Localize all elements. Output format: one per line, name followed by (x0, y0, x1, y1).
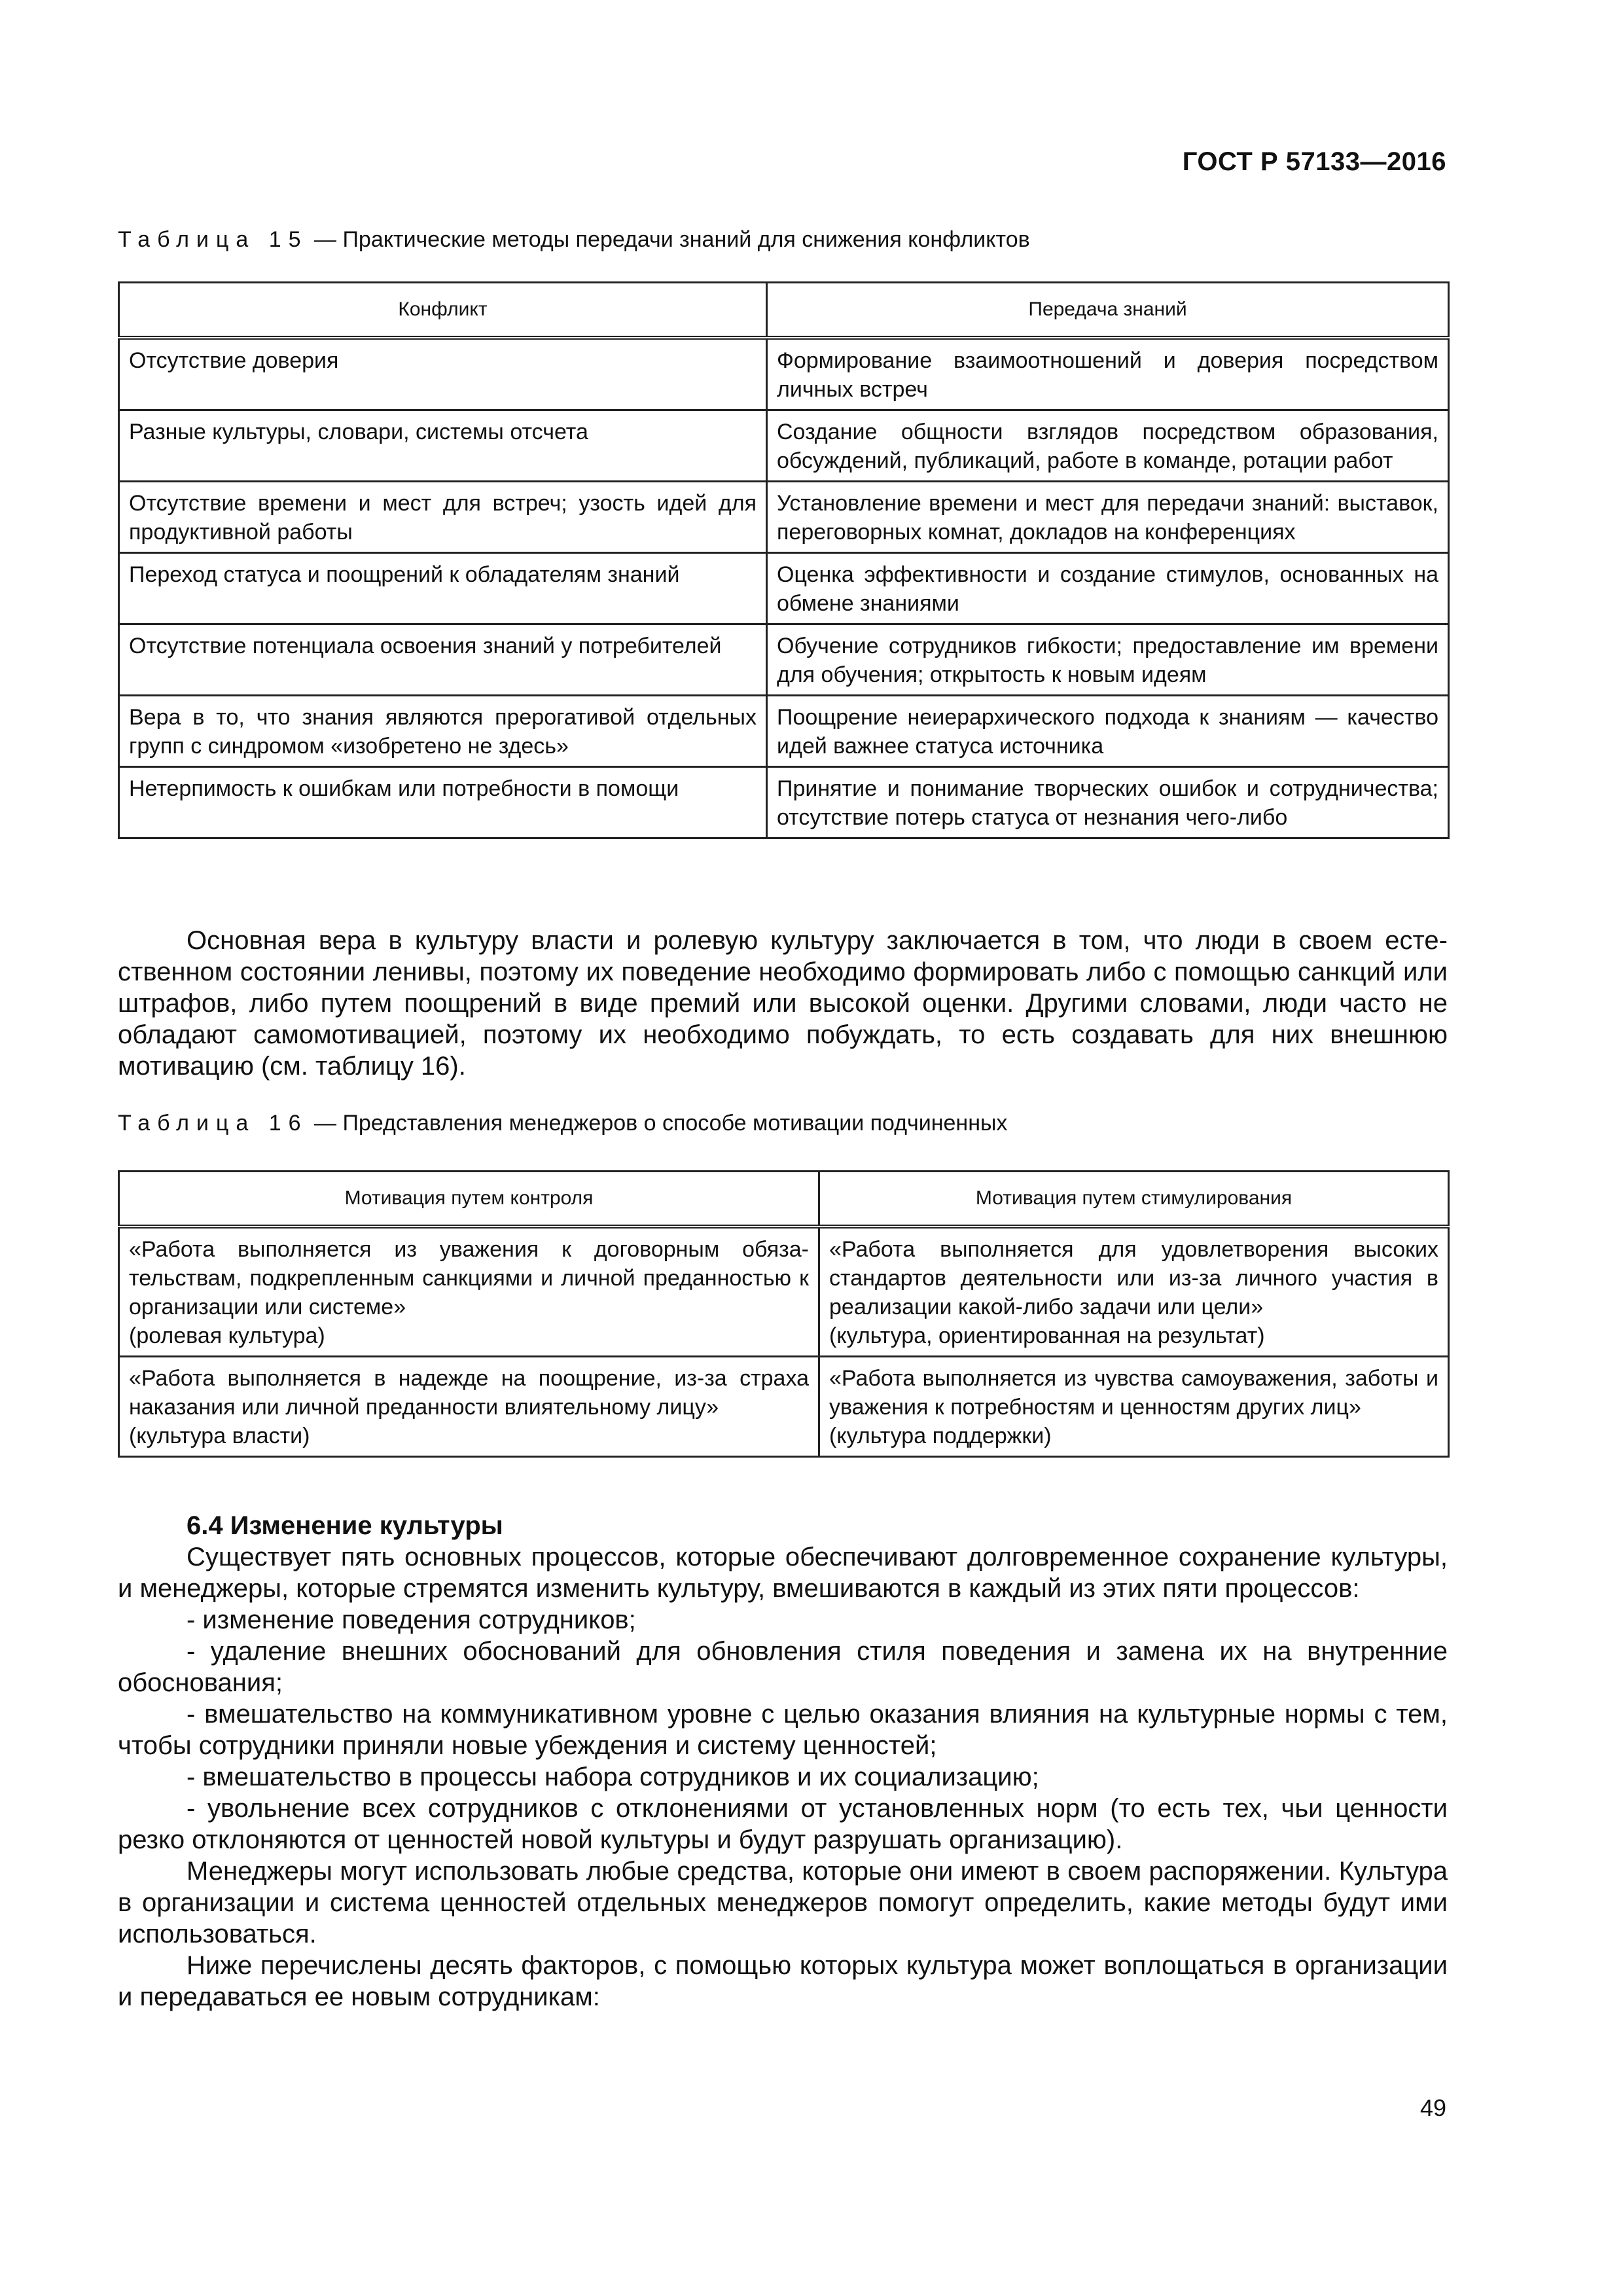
culture-type: (культура, ориентированная на результат) (829, 1323, 1265, 1348)
table-row (119, 553, 1449, 624)
motivation-quote: «Работа выполняется из чувства самоуважения, заботы и уважения к потребностям и ценностям других лиц» (829, 1366, 1438, 1420)
table-15-caption (118, 226, 1030, 253)
table-row (119, 482, 1449, 553)
conflict-cell: Отсутствие времени и мест для встреч; узость идей для продуктивной работы (119, 482, 767, 553)
section-6-4 (118, 1510, 1448, 2013)
transfer-cell: Поощрение неиерархического подхода к знаниям — качество идей важнее статуса источника (767, 696, 1449, 767)
paragraph-power-culture: Основная вера в культуру власти и ролевую культуру заключается в том, что люди в своем естественном состоянии ленивы, поэтому их поведение необходимо формировать либо с помощью санкций или штрафов, либо путем поощрений в виде премий или высокой оценки. Другими словами, люди часто не обладают самомотивацией, поэтому их необходимо побуждать, то есть создавать для них внешнюю мотивацию (см. таблицу 16). (118, 926, 1448, 1081)
motivation-quote: «Работа выполняется из уважения к договорным обязательствам, подкрепленным санкциями и личной преданностью к организации или системе» (129, 1237, 809, 1319)
table-16-label: Таблица 16 (118, 1111, 308, 1136)
transfer-cell: Оценка эффективности и создание стимулов, основанных на обмене знаниями (767, 553, 1449, 624)
table-16 (118, 1170, 1450, 1458)
table-row (119, 696, 1449, 767)
culture-type: (культура власти) (129, 1424, 310, 1448)
table-16-title: — Представления менеджеров о способе мотивации подчиненных (314, 1111, 1008, 1136)
conflict-cell: Разные культуры, словари, системы отсчета (119, 410, 767, 482)
transfer-cell: Принятие и понимание творческих ошибок и сотрудничества; отсутствие потерь статуса от незнания чего-либо (767, 767, 1449, 838)
table-16-header-stimulation: Мотивация путем стимулирования (819, 1172, 1449, 1227)
document-code: ГОСТ Р 57133—2016 (1182, 147, 1446, 176)
table-15-header-conflict: Конфликт (119, 283, 767, 338)
conflict-cell: Переход статуса и поощрений к обладателям знаний (119, 553, 767, 624)
list-item: - изменение поведения сотрудников; (187, 1605, 636, 1634)
control-motivation-cell (119, 1227, 819, 1357)
table-16-header-control: Мотивация путем контроля (119, 1172, 819, 1227)
table-15 (118, 281, 1450, 839)
transfer-cell: Обучение сотрудников гибкости; предоставление им времени для обучения; открытость к новым идеям (767, 624, 1449, 696)
table-row (119, 410, 1449, 482)
transfer-cell: Создание общности взглядов посредством образования, обсуждений, публикаций, работе в команде, ротации работ (767, 410, 1449, 482)
conflict-cell: Отсутствие доверия (119, 338, 767, 410)
stimulation-motivation-cell (819, 1227, 1449, 1357)
table-16-caption (118, 1109, 1007, 1137)
body-text-block (118, 925, 1448, 1082)
table-row (119, 767, 1449, 838)
conflict-cell: Нетерпимость к ошибкам или потребности в помощи (119, 767, 767, 838)
motivation-quote: «Работа выполняется для удовлетворения высоких стандартов деятельности или из-за личного участия в реализации какой-либо задачи или цели» (829, 1237, 1438, 1319)
table-15-title: — Практические методы передачи знаний для снижения конфликтов (314, 227, 1030, 252)
table-row (119, 338, 1449, 410)
table-row (119, 1357, 1449, 1457)
list-item: - вмешательство в процессы набора сотрудников и их социализацию; (187, 1763, 1039, 1791)
table-15-label: Таблица 15 (118, 227, 308, 252)
list-item: - вмешательство на коммуникативном уровне с целью оказания влияния на культурные нормы с тем, чтобы сотрудники приняли новые убеждения и систему ценностей; (118, 1700, 1448, 1760)
conflict-cell: Отсутствие потенциала освоения знаний у потребителей (119, 624, 767, 696)
table-row (119, 1227, 1449, 1357)
table-15-header-knowledge-transfer: Передача знаний (767, 283, 1449, 338)
culture-type: (ролевая культура) (129, 1323, 325, 1348)
paragraph-factors: Ниже перечислены десять факторов, с помощью которых культура может воплощаться в организации и передаваться ее новым сотрудникам: (118, 1951, 1448, 2011)
paragraph-intro: Существует пять основных процессов, которые обеспечивают долговременное сохранение культуры, и менеджеры, которые стремятся изменить культуру, вмешиваются в каждый из этих пяти процессов: (118, 1543, 1448, 1603)
stimulation-motivation-cell (819, 1357, 1449, 1457)
transfer-cell: Формирование взаимоотношений и доверия посредством личных встреч (767, 338, 1449, 410)
section-title: 6.4 Изменение культуры (187, 1511, 503, 1540)
motivation-quote: «Работа выполняется в надежде на поощрение, из-за страха наказания или личной преданности влиятельному лицу» (129, 1366, 809, 1420)
culture-type: (культура поддержки) (829, 1424, 1052, 1448)
list-item: - удаление внешних обоснований для обновления стиля поведения и замена их на внутренние обоснования; (118, 1637, 1448, 1697)
paragraph-means: Менеджеры могут использовать любые средства, которые они имеют в своем распоряжении. Культура в организации и система ценностей отдельных менеджеров помогут определить, какие методы будут ими использоваться. (118, 1857, 1448, 1948)
control-motivation-cell (119, 1357, 819, 1457)
page-number: 49 (1419, 2094, 1446, 2121)
table-row (119, 624, 1449, 696)
transfer-cell: Установление времени и мест для передачи знаний: выставок, переговорных комнат, докладов на конференциях (767, 482, 1449, 553)
list-item: - увольнение всех сотрудников с отклонениями от установленных норм (то есть тех, чьи ценности резко отклоняются от ценностей новой культуры и будут разрушать организацию). (118, 1794, 1448, 1854)
conflict-cell: Вера в то, что знания являются прерогативой отдельных групп с синдромом «изобретено не здесь» (119, 696, 767, 767)
